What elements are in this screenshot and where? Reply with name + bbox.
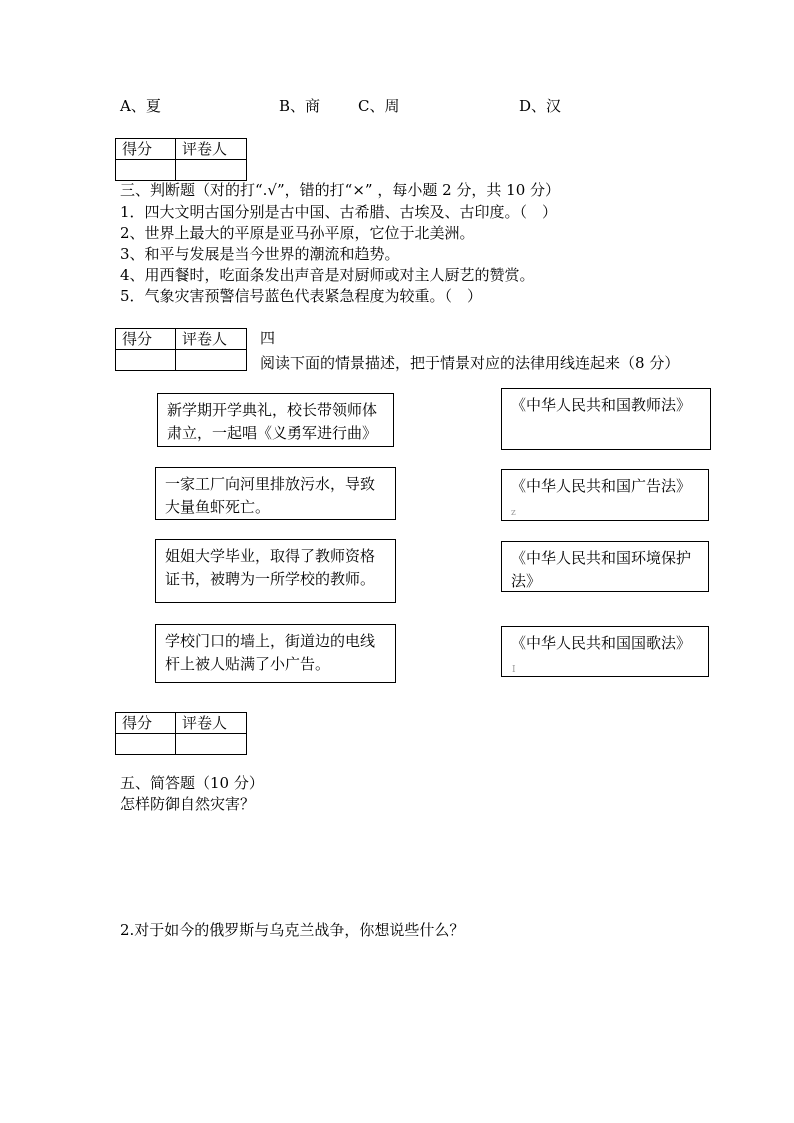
section3-item-2: 2、世界上最大的平原是亚马孙平原，它位于北美洲。 bbox=[120, 224, 475, 242]
faint-mark: z bbox=[511, 508, 516, 518]
scenario-text: 新学期开学典礼，校长带领师体肃立，一起唱《义勇军进行曲》 bbox=[167, 401, 378, 442]
section3-item-4: 4、用西餐时，吃面条发出声音是对厨师或对主人厨艺的赞赏。 bbox=[120, 266, 535, 284]
law-text: 《中华人民共和国国歌法》 bbox=[511, 634, 692, 652]
option-b: B、商 bbox=[279, 97, 321, 115]
scenario-text: 姐姐大学毕业，取得了教师资格证书，被聘为一所学校的教师。 bbox=[165, 547, 376, 588]
scenario-box-2[interactable] bbox=[155, 467, 396, 520]
option-c: C、周 bbox=[358, 97, 400, 115]
score-table-2 bbox=[115, 328, 247, 371]
score-table-3 bbox=[115, 712, 247, 755]
score-cell[interactable] bbox=[116, 350, 176, 371]
score-label: 得分 bbox=[116, 139, 176, 160]
section5-question-1: 怎样防御自然灾害？ bbox=[120, 795, 256, 813]
grader-cell[interactable] bbox=[176, 350, 247, 371]
scenario-text: 一家工厂向河里排放污水，导致大量鱼虾死亡。 bbox=[165, 475, 376, 516]
grader-label: 评卷人 bbox=[176, 139, 247, 160]
faint-mark: I bbox=[512, 665, 516, 675]
law-box-3[interactable] bbox=[501, 541, 709, 592]
grader-label: 评卷人 bbox=[176, 329, 247, 350]
option-a: A、夏 bbox=[120, 97, 161, 115]
section4-instruction: 阅读下面的情景描述，把于情景对应的法律用线连起来（8 分） bbox=[260, 354, 680, 372]
law-text: 《中华人民共和国环境保护法》 bbox=[511, 549, 692, 590]
section5-title: 五、简答题（10 分） bbox=[120, 774, 264, 792]
law-text: 《中华人民共和国教师法》 bbox=[511, 396, 692, 414]
option-d: D、汉 bbox=[519, 97, 562, 115]
section5-question-2: 2.对于如今的俄罗斯与乌克兰战争，你想说些什么？ bbox=[120, 921, 465, 939]
section3-item-3: 3、和平与发展是当今世界的潮流和趋势。 bbox=[120, 245, 400, 263]
section3-item-1: 1．四大文明古国分别是古中国、古希腊、古埃及、古印度。（ ） bbox=[120, 203, 558, 221]
scenario-box-4[interactable] bbox=[155, 624, 396, 683]
section3-item-5: 5．气象灾害预警信号蓝色代表紧急程度为较重。（ ） bbox=[120, 287, 483, 305]
section3-title: 三、判断题（对的打“.√”，错的打“×” ，每小题 2 分，共 10 分） bbox=[120, 181, 561, 199]
score-cell[interactable] bbox=[116, 734, 176, 755]
grader-cell[interactable] bbox=[176, 734, 247, 755]
score-label: 得分 bbox=[116, 329, 176, 350]
grader-cell[interactable] bbox=[176, 160, 247, 181]
law-text: 《中华人民共和国广告法》 bbox=[511, 477, 692, 495]
score-cell[interactable] bbox=[116, 160, 176, 181]
grader-label: 评卷人 bbox=[176, 713, 247, 734]
section4-number: 四 bbox=[260, 329, 276, 347]
scenario-text: 学校门口的墙上，街道边的电线杆上被人贴满了小广告。 bbox=[165, 632, 376, 673]
score-table-1 bbox=[115, 138, 247, 181]
law-box-4[interactable] bbox=[501, 626, 709, 677]
score-label: 得分 bbox=[116, 713, 176, 734]
law-box-2[interactable] bbox=[501, 469, 709, 521]
law-box-1[interactable] bbox=[501, 388, 711, 450]
scenario-box-1[interactable] bbox=[157, 393, 394, 447]
scenario-box-3[interactable] bbox=[155, 539, 396, 603]
